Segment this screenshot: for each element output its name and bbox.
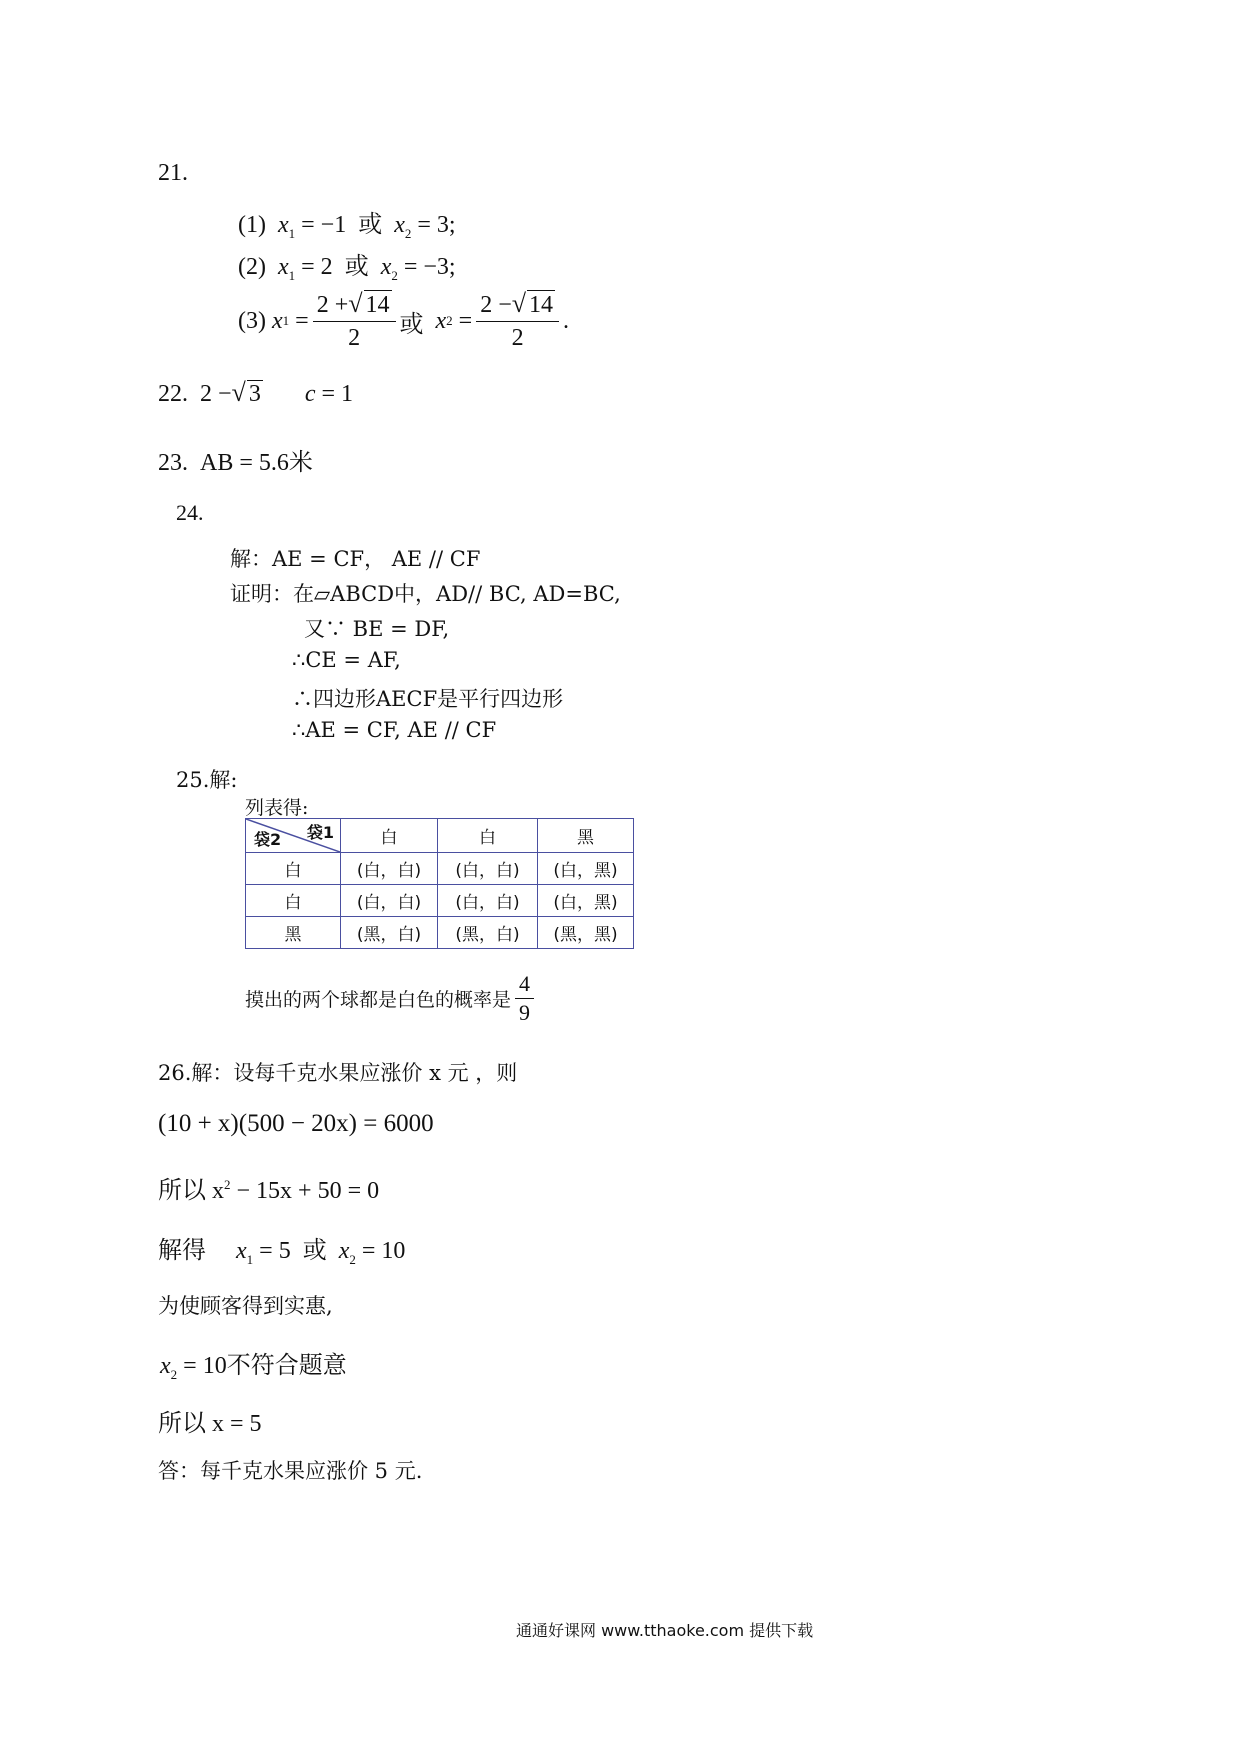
column-header: 白 (341, 819, 438, 853)
probability-fraction: $\frac{4}{9}$ (515, 972, 534, 1025)
table-stub-cell (634, 853, 639, 885)
q26-simplified: 所以 $x^2 - 15x + 50 = 0$ (158, 1177, 380, 1204)
table-cell: (白，黑) (538, 885, 634, 917)
probability-table (245, 818, 638, 949)
table-cell: (白，白) (341, 853, 438, 885)
q24-line1: 解：AE = CF， AE // CF (230, 547, 481, 571)
q26-solution: 解得 $x_1 = 5$ 或 $x_2 = 10$ (158, 1238, 406, 1267)
table-cell: (白，白) (438, 853, 538, 885)
column-header: 白 (438, 819, 538, 853)
q24-line4: ∴CE = AF, (292, 648, 401, 672)
q25-intro: 列表得: (245, 797, 309, 819)
row-header: 黑 (246, 917, 341, 949)
table-stub-cell (634, 917, 639, 949)
q23-answer: 23. AB = 5.6米 (158, 450, 313, 476)
table-stub-cell (634, 819, 639, 853)
q24-line3: 又∵ BE = DF, (304, 617, 450, 641)
q21-fraction-2: $\frac{2 -√ 14}{2}$ (476, 290, 559, 352)
table-cell: (黑，黑) (538, 917, 634, 949)
table-cell: (黑，白) (341, 917, 438, 949)
q26-reason: 为使顾客得到实惠, (158, 1294, 333, 1318)
table-cell: (白，黑) (538, 853, 634, 885)
q24-number: 24. (176, 500, 204, 525)
table-stub-cell (634, 885, 639, 917)
table-row (246, 853, 639, 885)
q24-line6: ∴AE = CF, AE // CF (292, 718, 497, 742)
table-row (246, 917, 639, 949)
q21-number: 21. (158, 160, 188, 186)
row-header: 白 (246, 885, 341, 917)
table-cell: (白，白) (341, 885, 438, 917)
footer-credit: 通通好课网 www.tthaoke.com 提供下载 (516, 1621, 814, 1640)
q26-line1: 26.解：设每千克水果应涨价 x 元 ，则 (158, 1061, 518, 1085)
q25-number: 25.解: (176, 768, 238, 792)
q26-answer: 答：每千克水果应涨价 5 元. (158, 1459, 423, 1483)
table-cell: (黑，白) (438, 917, 538, 949)
q26-reject: $x_2 = 10$不符合题意 (160, 1353, 347, 1382)
table-row (246, 885, 639, 917)
q21-line3: (3) x 1 = $\frac{2 +√ 14}{2}$ 或 x 2 = $\frac{2 -√ 14}{2}$ . (238, 289, 570, 351)
q22-answer: 22. 2 −√ 3 c = 1 (158, 378, 354, 407)
q21-line1: (1) $x_1 = -1$ 或 $x_2 = 3$; (238, 212, 456, 241)
q24-line5: ∴四边形AECF是平行四边形 (292, 687, 564, 711)
corner-label-bag1: 袋1 (306, 823, 334, 842)
row-header: 白 (246, 853, 341, 885)
q26-result: 所以 x = 5 (158, 1411, 262, 1437)
table-cell: (白，白) (438, 885, 538, 917)
column-header: 黑 (538, 819, 634, 853)
q25-conclusion: 摸出的两个球都是白色的概率是 $\frac{4}{9}$ (245, 972, 538, 1025)
q21-line2: (2) $x_1 = 2$ 或 $x_2 = -3$; (238, 254, 456, 283)
table-corner-cell (246, 819, 341, 853)
table-header-row (246, 819, 639, 853)
corner-label-bag2: 袋2 (254, 830, 282, 849)
q21-fraction-1: $\frac{2 +√ 14}{2}$ (313, 290, 396, 352)
q24-line2: 证明：在▱ABCD中，AD// BC, AD=BC, (230, 582, 621, 606)
q26-equation: (10 + x)(500 − 20x) = 6000 (158, 1110, 434, 1137)
